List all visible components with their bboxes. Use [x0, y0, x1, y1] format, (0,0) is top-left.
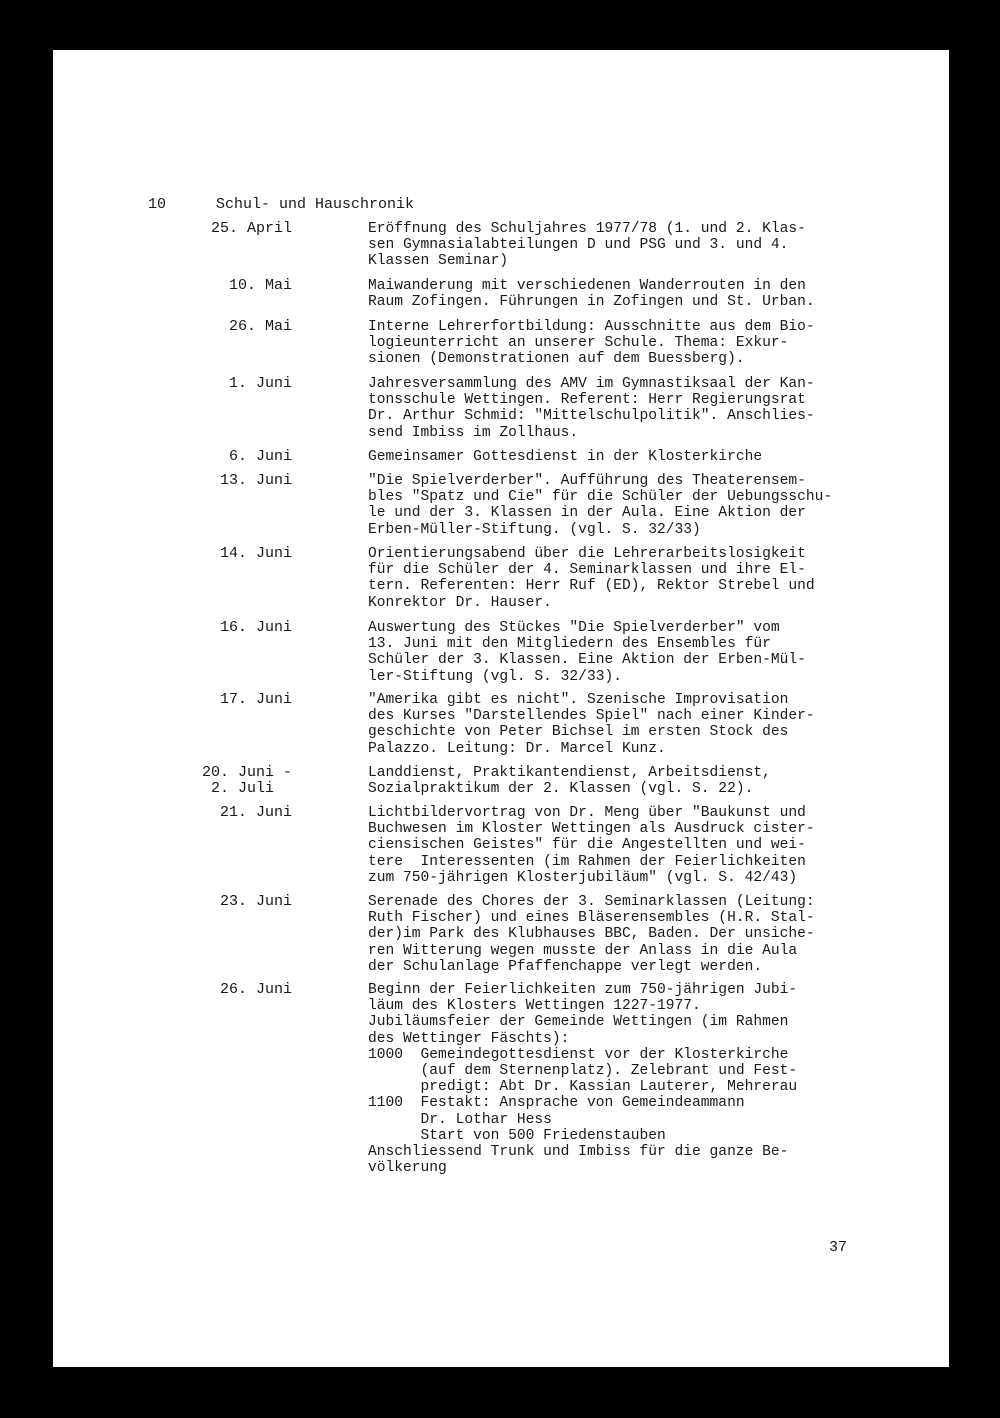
entry-text: "Die Spielverderber". Aufführung des Theaterensem- bles "Spatz und Cie" für die Schüler der Uebungsschu- le und der 3. Klassen in der Aula. Eine Aktion der Erben-Müller-Stiftung. (vgl. S. 32/33): [368, 473, 833, 538]
entry-date: 17. Juni: [219, 691, 292, 708]
page-number: 37: [829, 1239, 848, 1256]
entry-date: 23. Juni: [219, 893, 292, 910]
entry-text: Landdienst, Praktikantendienst, Arbeitsdienst, Sozialpraktikum der 2. Klassen (vgl. S. 22).: [368, 765, 771, 798]
entry-date: 13. Juni: [219, 472, 292, 489]
entry-text: Beginn der Feierlichkeiten zum 750-jährigen Jubi- läum des Klosters Wettingen 1227-1977. Jubiläumsfeier der Gemeinde Wettingen (im Rahmen des Wettinger Fäschts): 1000 Gemeindegottesdienst vor der Klosterkirche (auf dem Sternenplatz). Zelebrant und Fest- predigt: Abt Dr. Kassian Lauterer, Mehrerau 1100 Festakt: Ansprache von Gemeindeammann Dr. Lothar Hess Start von 500 Friedenstauben Anschliessend Trunk und Imbiss für die ganze Be- völkerung: [368, 982, 798, 1177]
entry-text: Lichtbildervortrag von Dr. Meng über "Baukunst und Buchwesen im Kloster Wettingen als Ausdruck cister- ciensischen Geistes" für die Angestellten und wei- tere Interessenten (im Rahmen der Feierlichkeiten zum 750-jährigen Klosterjubiläum" (vgl. S. 42/43): [368, 805, 815, 886]
entry-text: Eröffnung des Schuljahres 1977/78 (1. und 2. Klas- sen Gymnasialabteilungen D und PSG und 3. und 4. Klassen Seminar): [368, 221, 806, 270]
entry-date: 25. April: [210, 220, 292, 237]
entry-date: 20. Juni - 2. Juli: [201, 764, 292, 798]
entry-text: Auswertung des Stückes "Die Spielverderber" vom 13. Juni mit den Mitgliedern des Ensembles für Schüler der 3. Klassen. Eine Aktion der Erben-Mül- ler-Stiftung (vgl. S. 32/33).: [368, 620, 806, 685]
entry-text: Orientierungsabend über die Lehrerarbeitslosigkeit für die Schüler der 4. Seminarklassen und ihre El- tern. Referenten: Herr Ruf (ED), Rektor Strebel und Konrektor Dr. Hauser.: [368, 546, 815, 611]
entry-text: Maiwanderung mit verschiedenen Wanderrouten in den Raum Zofingen. Führungen in Zofingen und St. Urban.: [368, 278, 815, 311]
entry-text: Serenade des Chores der 3. Seminarklassen (Leitung: Ruth Fischer) und eines Bläserensembles (H.R. Stal- der)im Park des Klubhauses BBC, Baden. Der unsiche- ren Witterung wegen musste der Anlass in die Aula der Schulanlage Pfaffenchappe verlegt werden.: [368, 894, 815, 975]
entry-date: 26. Juni: [219, 981, 292, 998]
entry-date: 26. Mai: [228, 318, 292, 335]
entry-date: 14. Juni: [219, 545, 292, 562]
entry-date: 6. Juni: [219, 448, 292, 465]
section-number: 10: [148, 196, 167, 213]
entry-text: Jahresversammlung des AMV im Gymnastiksaal der Kan- tonsschule Wettingen. Referent: Herr Regierungsrat Dr. Arthur Schmid: "Mittelschulpolitik". Anschlies- send Imbiss im Zollhaus.: [368, 376, 815, 441]
entry-text: Gemeinsamer Gottesdienst in der Klosterkirche: [368, 449, 763, 465]
entry-text: Interne Lehrerfortbildung: Ausschnitte aus dem Bio- logieunterricht an unserer Schule. Thema: Exkur- sionen (Demonstrationen auf dem Buessberg).: [368, 319, 815, 368]
entry-date: 1. Juni: [219, 375, 292, 392]
entry-date: 21. Juni: [219, 804, 292, 821]
entry-date: 10. Mai: [228, 277, 292, 294]
entry-date: 16. Juni: [219, 619, 292, 636]
section-title: Schul- und Hauschronik: [216, 196, 415, 213]
entry-text: "Amerika gibt es nicht". Szenische Improvisation des Kurses "Darstellendes Spiel" nach einer Kinder- geschichte von Peter Bichsel im ersten Stock des Palazzo. Leitung: Dr. Marcel Kunz.: [368, 692, 815, 757]
